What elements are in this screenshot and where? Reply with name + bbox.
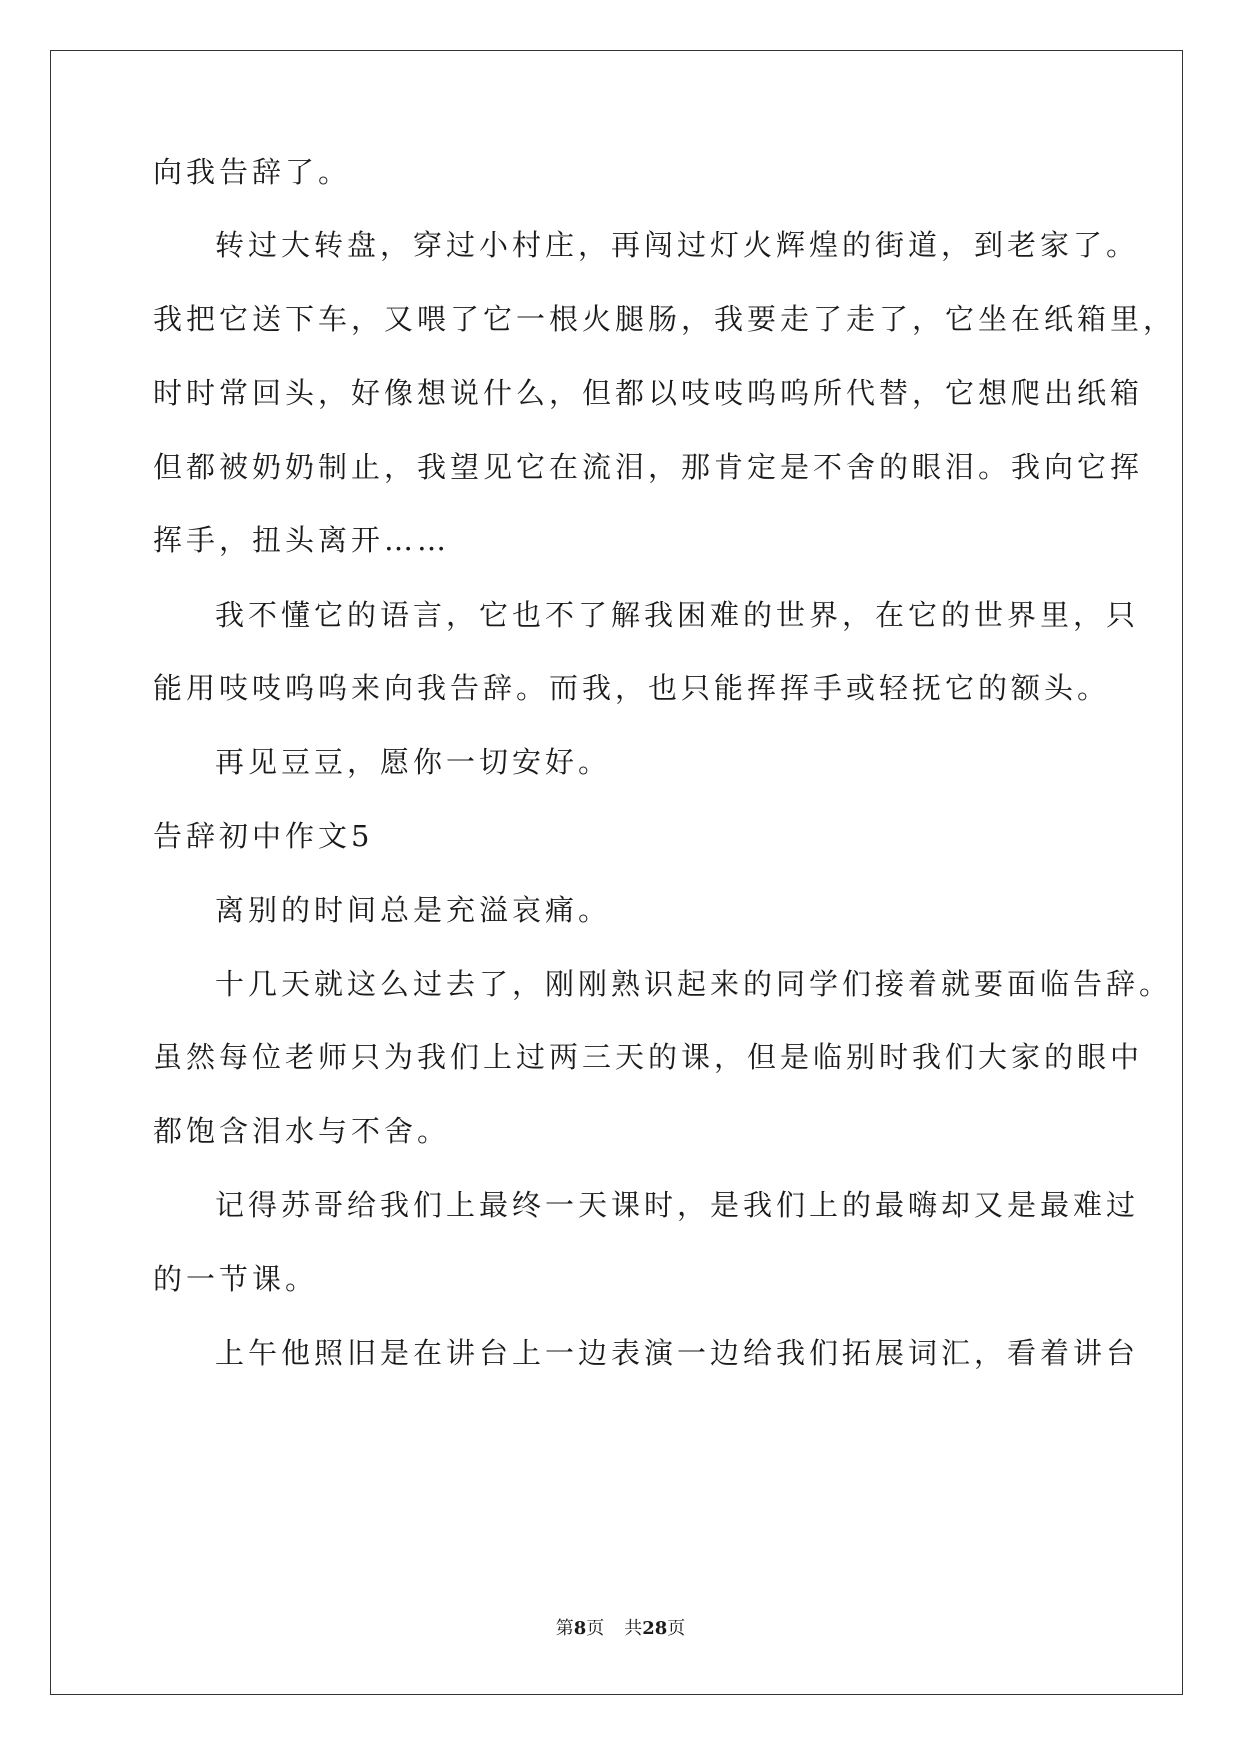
paragraph-line: 都饱含泪水与不舍。 [153, 1114, 451, 1148]
paragraph-line: 上午他照旧是在讲台上一边表演一边给我们拓展词汇，看着讲台 [215, 1336, 1140, 1370]
paragraph-line: 转过大转盘，穿过小村庄，再闯过灯火辉煌的街道，到老家了。 [215, 228, 1140, 262]
section-heading: 告辞初中作文5 [153, 819, 374, 853]
paragraph-line: 再见豆豆，愿你一切安好。 [215, 745, 612, 779]
paragraph-line: 十几天就这么过去了，刚刚熟识起来的同学们接着就要面临告辞。 [215, 967, 1173, 1001]
page-border [50, 50, 1183, 1695]
page-suffix: 页 [586, 1618, 605, 1639]
paragraph-line: 我把它送下车，又喂了它一根火腿肠，我要走了走了，它坐在纸箱里， [153, 302, 1177, 336]
paragraph-line: 向我告辞了。 [153, 155, 352, 189]
paragraph-line: 我不懂它的语言，它也不了解我困难的世界，在它的世界里，只 [215, 598, 1140, 632]
paragraph-line: 离别的时间总是充溢哀痛。 [215, 893, 612, 927]
total-pages: 28 [642, 1618, 668, 1639]
page-footer [0, 1618, 1241, 1640]
paragraph-line: 虽然每位老师只为我们上过两三天的课，但是临别时我们大家的眼中 [153, 1040, 1144, 1074]
paragraph-line: 的一节课。 [153, 1262, 319, 1296]
paragraph-line: 能用吱吱呜呜来向我告辞。而我，也只能挥挥手或轻抚它的额头。 [153, 671, 1111, 705]
total-suffix: 页 [667, 1618, 686, 1639]
total-prefix: 共 [624, 1618, 643, 1639]
paragraph-line: 但都被奶奶制止，我望见它在流泪，那肯定是不舍的眼泪。我向它挥 [153, 450, 1144, 484]
paragraph-line: 时时常回头，好像想说什么，但都以吱吱呜呜所代替，它想爬出纸箱 [153, 376, 1144, 410]
paragraph-line: 挥手，扭头离开…… [153, 523, 451, 557]
page-prefix: 第 [555, 1618, 574, 1639]
paragraph-line: 记得苏哥给我们上最终一天课时，是我们上的最嗨却又是最难过 [215, 1188, 1140, 1222]
page-number: 8 [573, 1618, 587, 1639]
